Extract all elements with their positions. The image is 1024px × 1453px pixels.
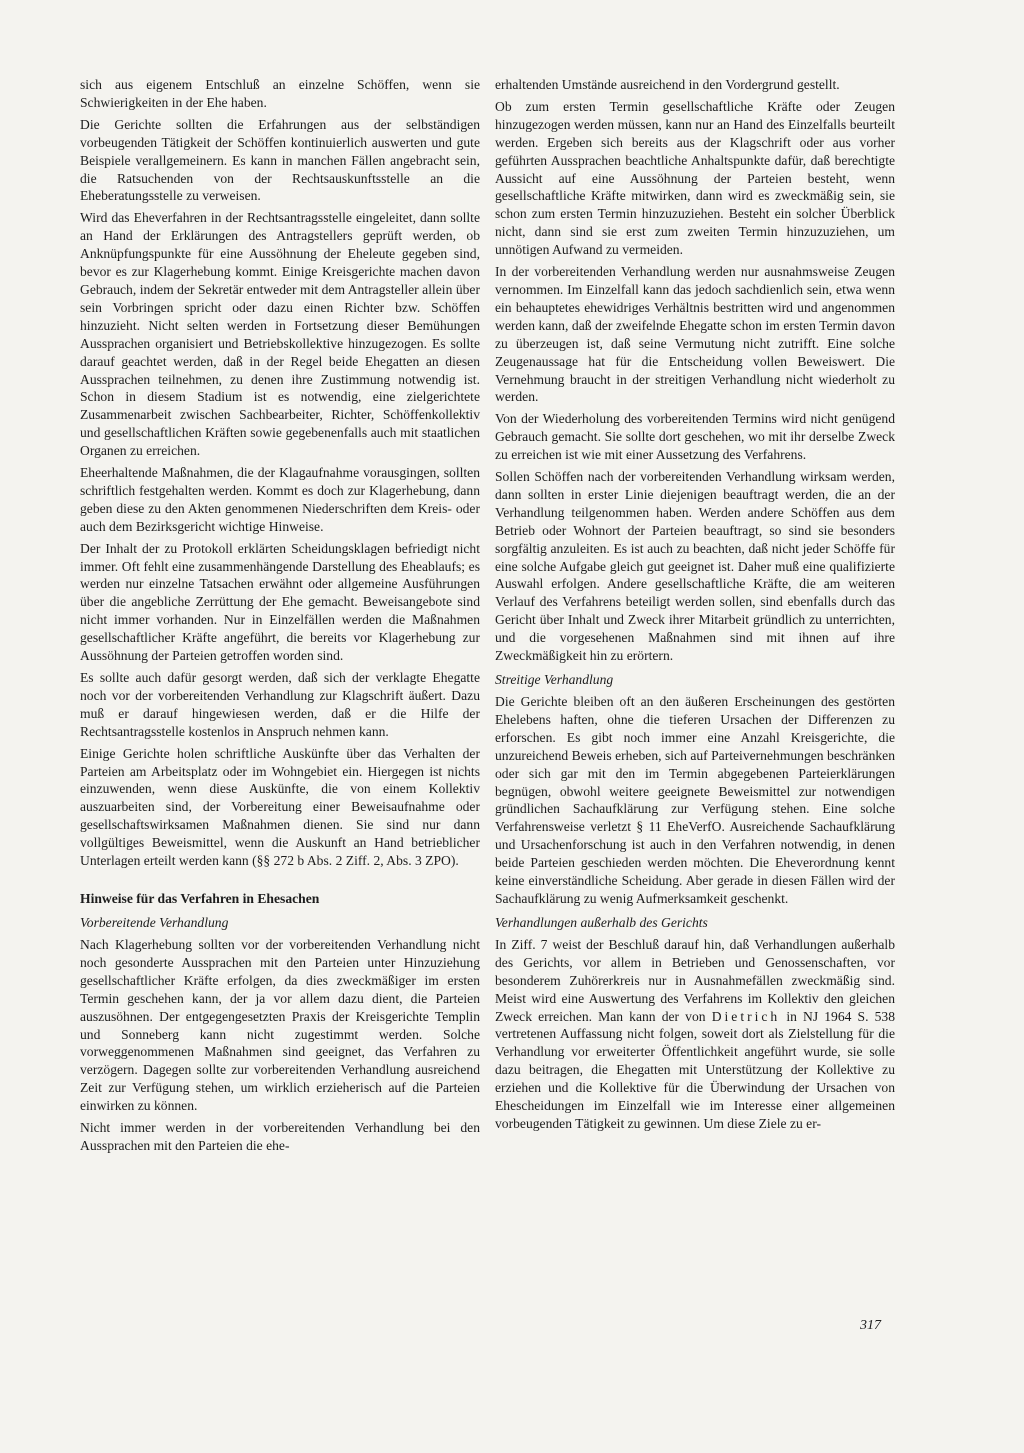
subsection-heading: Streitige Verhandlung [495,672,614,687]
paragraph: Sollen Schöffen nach der vorbereitenden Verhandlung wirksam werden, dann sollten in erster Linie diejenigen beauftragt werden, die an der Verhandlung teilgenommen haben. Werden andere Schöffen aus dem Betrieb oder Wohnort der Parteien beauftragt, so sind sie besonders sorgfältig anzuleiten. Es ist auch zu beachten, daß nicht jeder Schöffe für eine solche Aufgabe gleich gut geeignet ist. Daher muß eine qualifizierte Auswahl erfolgen. Andere gesellschaftliche Kräfte, die am weiteren Verlauf des Verfahrens beteiligt werden sollen, sind ebenfalls durch das Gericht über Inhalt und Zweck ihrer Mitarbeit gründlich zu unterrichten, und die vorgesehenen Maßnahmen sind mit ihnen auf ihre Zweckmäßigkeit hin zu erörtern. [495,469,895,664]
right-column [495,76,895,1137]
paragraph: sich aus eigenem Entschluß an einzelne Schöffen, wenn sie Schwierigkeiten in der Ehe haben. [80,77,480,110]
paragraph: Wird das Eheverfahren in der Rechtsantragsstelle eingeleitet, dann sollte an Hand der Erklärungen des Antragstellers geprüft werden, ob Anknüpfungspunkte für eine Aussöhnung der Eheleute gegeben sind, bevor es zur Klagerhebung kommt. Einige Kreisgerichte machen davon Gebrauch, indem der Sekretär entweder mit dem Antragsteller allein über sein Vorbringen spricht oder dazu einen Richter bzw. Schöffen hinzuzieht. Nicht selten werden in Fortsetzung dieser Bemühungen Aussprachen organisiert und Betriebskollektive hinzugezogen. Es sollte darauf geachtet werden, daß in der Regel beide Ehegatten an diesen Aussprachen teilnehmen, zu denen ihre Zustimmung notwendig ist. Schon in diesem Stadium ist es notwendig, eine zielgerichtete Zusammenarbeit zwischen Sachbearbeiter, Richter, Schöffenkollektiv und gesellschaftlichen Kräften sowie gegebenenfalls auch mit staatlichen Organen zu erreichen. [80,210,480,459]
paragraph [495,936,895,1133]
paragraph: Es sollte auch dafür gesorgt werden, daß sich der verklagte Ehegatte noch vor der vorbereitenden Verhandlung zur Klagschrift äußert. Dazu muß er darauf hingewiesen werden, daß er die Hilfe der Rechtsantragsstelle kostenlos in Anspruch nehmen kann. [80,670,480,739]
subsection-heading: Verhandlungen außerhalb des Gerichts [495,914,708,930]
paragraph: In der vorbereitenden Verhandlung werden nur ausnahmsweise Zeugen vernommen. Im Einzelfall kann das jedoch sachdienlich sein, etwa wenn ein behauptetes ehewidriges Verhältnis bestritten wird und angenommen werden kann, daß der zweifelnde Ehegatte schon im ersten Termin davon zu überzeugen ist, daß seine Vermutung nicht zutrifft. Eine solche Zeugenaussage hat für die Entscheidung vollen Beweiswert. Die Vernehmung braucht in der streitigen Verhandlung nicht wiederholt zu werden. [495,264,895,405]
paragraph-text: In Ziff. 7 weist der Beschluß darauf hin, daß Verhandlungen außerhalb des Gerichts, vor allem in Betrieben und Genossenschaften, vor besonderem Zuhörerkreis nur in Ausnahmefällen zweckmäßig sind. Meist wird eine Auswertung des Verfahrens im Kollektiv den gleichen Zweck erreichen. Man kann der von [495,936,895,1024]
paragraph: Einige Gerichte holen schriftliche Auskünfte über das Verhalten der Parteien am Arbeitsplatz oder im Wohngebiet ein. Hiergegen ist nichts einzuwenden, wenn diese Auskünfte, die von einem Kollektiv auszuarbeiten sind, der Vorbereitung einer Beweisaufnahme oder gesellschaftswirksamen Maßnahmen dienen. Sie sind nur dann vollgültiges Beweismittel, wenn die Auskunft an Hand betrieblicher Unterlagen erteilt werden kann (§§ 272 b Abs. 2 Ziff. 2, Abs. 3 ZPO). [80,745,480,869]
paragraph: Von der Wiederholung des vorbereitenden Termins wird nicht genügend Gebrauch gemacht. Sie sollte dort geschehen, wo mit ihr derselbe Zweck zu erreichen ist wie mit einer Aussetzung des Verfahrens. [495,411,895,463]
paragraph: Ob zum ersten Termin gesellschaftliche Kräfte oder Zeugen hinzugezogen werden müssen, kann nur an Hand des Einzelfalls beurteilt werden. Ergeben sich bereits aus der Klagschrift oder aus vorher geführten Aussprachen beachtliche Anhaltspunkte dafür, daß berechtigte Aussicht auf eine Aussöhnung der Parteien besteht, wenn gesellschaftliche Kräfte mitwirken, dann wird es zweckmäßig sein, sie schon zum ersten Termin hinzuzuziehen. Besteht ein solcher Überblick nicht, dann sind sie erst zum zweiten Termin hinzuzuziehen, um unnötigen Aufwand zu vermeiden. [495,98,895,258]
paragraph: Der Inhalt der zu Protokoll erklärten Scheidungsklagen befriedigt nicht immer. Oft fehlt eine zusammenhängende Darstellung des Eheablaufs; es werden nur einzelne Tatsachen erwähnt oder allgemeine Ausführungen über die angebliche Zerrüttung der Ehe gemacht. Beweisangebote sind nicht immer vorhanden. Nur in Einzelfällen werden die Maßnahmen gesellschaftlicher Kräfte angeführt, die bereits vor Klagerhebung zur Aussöhnung der Parteien getroffen worden sind. [80,540,480,664]
author-name: Dietrich [711,1008,781,1024]
subsection-heading: Vorbereitende Verhandlung [80,914,229,930]
paragraph: erhaltenden Umstände ausreichend in den Vordergrund gestellt. [495,77,840,92]
section-heading: Hinweise für das Verfahren in Ehesachen [80,890,320,906]
paragraph-text: in NJ 1964 S. 538 vertretenen Auffassung nicht folgen, soweit dort als Zielstellung für die Verhandlung vor erweiterter Öffentlichkeit angeführt wurde, sie solle dazu beitragen, die Ehegatten mit Unterstützung der Kollektive zu erziehen und die Kollektive für die Überwindung der Ursachen von Ehescheidungen im Einzelfall wie im Interesse einer allgemeinen vorbeugenden Tätigkeit zu gewinnen. Um diese Ziele zu er- [495,1008,895,1131]
paragraph: Eheerhaltende Maßnahmen, die der Klagaufnahme vorausgingen, sollten schriftlich festgehalten werden. Kommt es doch zur Klagerhebung, dann geben diese zu den Akten genommenen Niederschriften dem Kreis- oder auch dem Bezirksgericht wichtige Hinweise. [80,465,480,534]
paragraph: Die Gerichte bleiben oft an den äußeren Erscheinungen des gestörten Ehelebens haften, ohne die tieferen Ursachen der Differenzen zu erforschen. Es gibt noch immer eine Anzahl Kreisgerichte, die unzureichend Beweis erheben, sich auf Parteivernehmungen beschränken oder sich gar mit den im Termin abgegebenen Parteierklärungen begnügen, obwohl weitere geeignete Beweismittel zur notwendigen gründlichen Sachaufklärung zur Verfügung stehen. Eine solche Verfahrensweise verletzt § 11 EheVerfO. Ausreichende Sachaufklärung und Ursachenforschung ist auch in den Verfahren notwendig, in denen beide Parteien geschieden werden möchten. Die Eheverordnung kennt keine einverständliche Scheidung. Aber gerade in diesen Fällen wird der Sachaufklärung zu wenig Aufmerksamkeit geschenkt. [495,694,895,906]
paragraph: Die Gerichte sollten die Erfahrungen aus der selbständigen vorbeugenden Tätigkeit der Schöffen kontinuierlich auswerten und gute Beispiele verallgemeinern. Es kann in manchen Fällen angebracht sein, die Ratsuchenden von der Rechtsauskunftsstelle an die Eheberatungsstelle zu verweisen. [80,116,480,204]
page-number: 317 [860,1318,881,1333]
paragraph: Nach Klagerhebung sollten vor der vorbereitenden Verhandlung nicht noch gesonderte Aussprachen mit den Parteien unter Hinzuziehung gesellschaftlicher Kräfte erfolgen, da dies zweckmäßiger im ersten Termin geschehen kann, der ja vor allem dazu dient, die Parteien auszusöhnen. Der entgegengesetzten Praxis der Kreisgerichte Templin und Sonneberg kann nicht zugestimmt werden. Solche vorweggenommenen Maßnahmen sind geeignet, das Verfahren zu verzögern. Dagegen sollte zur vorbereitenden Verhandlung ausreichend Zeit zur Verfügung stehen, um wirklich erzieherisch auf die Parteien einwirken zu können. [80,936,480,1114]
left-column [80,76,480,1159]
paragraph: Nicht immer werden in der vorbereitenden Verhandlung bei den Aussprachen mit den Parteien die ehe- [80,1120,480,1153]
